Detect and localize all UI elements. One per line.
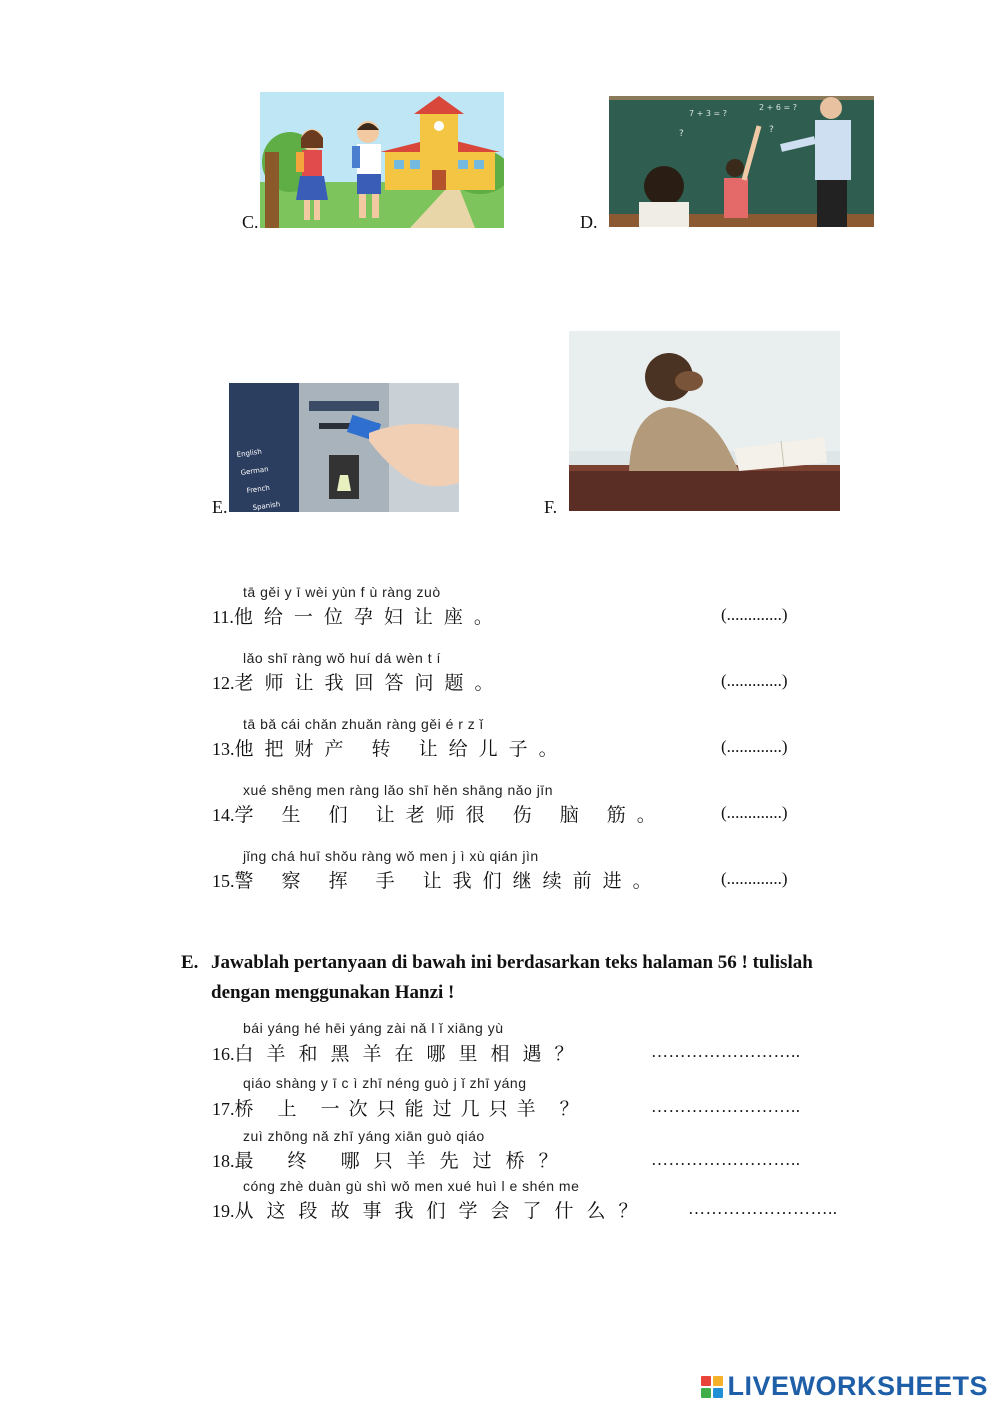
section-letter: E. — [181, 952, 199, 973]
sentence-line — [212, 668, 505, 695]
liveworksheets-logo — [701, 1371, 988, 1402]
answer-blank[interactable]: …………………….. — [651, 1042, 801, 1061]
classroom-photo — [609, 96, 874, 227]
sentence-line — [212, 602, 504, 629]
pinyin-line: tā gěi y ī wèi yùn f ù ràng zuò — [243, 584, 441, 600]
pinyin-line: qiáo shàng y ī c ì zhī néng guò j ǐ zhī yáng — [243, 1075, 527, 1091]
sentence-line — [212, 734, 569, 761]
pinyin-line: lǎo shī ràng wǒ huí dá wèn t í — [243, 650, 441, 666]
sentence-line — [212, 1196, 651, 1223]
question-number: 12. — [212, 673, 235, 693]
section-instruction-text: Jawablah pertanyaan di bawah ini berdasarkan teks halaman 56 ! tulislah dengan menggunakan Hanzi ! — [211, 952, 813, 1003]
image-label-d: D. — [580, 212, 598, 232]
pinyin-line: tā bǎ cái chǎn zhuǎn ràng gěi é r z ǐ — [243, 716, 484, 732]
hanzi-sentence: 白羊和黑羊在哪里相遇？ — [234, 1043, 587, 1065]
pinyin-line: bái yáng hé hēi yáng zài nǎ l ǐ xiāng yù — [243, 1020, 504, 1036]
question-number: 16. — [212, 1044, 235, 1064]
pinyin-line: xué shēng men ràng lǎo shī hěn shāng nǎo jīn — [243, 782, 553, 798]
office-photo — [569, 331, 840, 511]
sentence-line — [212, 1146, 572, 1173]
atm-screen-text: Spanish — [252, 500, 281, 512]
answer-blank[interactable]: (.............) — [721, 605, 788, 624]
hanzi-sentence: 最 终 哪只羊先过桥？ — [234, 1150, 572, 1172]
sentence-line — [212, 866, 663, 893]
atm-screen-text: German — [240, 465, 270, 477]
section-e-instructions — [181, 948, 871, 1010]
image-label-c: C. — [242, 212, 259, 232]
question-number: 13. — [212, 739, 235, 759]
hanzi-sentence: 他把财产 转 让给儿子。 — [234, 738, 569, 760]
logo-text: LIVEWORKSHEETS — [727, 1371, 988, 1401]
sentence-line — [212, 800, 667, 827]
hanzi-sentence: 警 察 挥 手 让我们继续前进。 — [234, 870, 663, 892]
atm-screen-text: English — [236, 447, 263, 459]
image-stressed-man-at-desk — [569, 331, 840, 511]
question-number: 18. — [212, 1151, 235, 1171]
pinyin-line: jǐng chá huī shǒu ràng wǒ men j ì xù qián jìn — [243, 848, 539, 864]
answer-blank[interactable]: …………………….. — [688, 1199, 838, 1218]
svg-text:2 + 6 = ?: 2 + 6 = ? — [759, 103, 798, 112]
hanzi-sentence: 老师让我回答问题。 — [234, 672, 505, 694]
hanzi-sentence: 桥 上 一次只能过几只羊 ？ — [234, 1098, 588, 1120]
question-number: 15. — [212, 871, 235, 891]
question-number: 17. — [212, 1099, 235, 1119]
svg-text:?: ? — [679, 129, 684, 139]
sentence-line — [212, 1094, 588, 1121]
svg-text:?: ? — [769, 125, 774, 135]
question-number: 11. — [212, 607, 234, 627]
image-atm-card-insert — [229, 383, 459, 512]
hanzi-sentence: 从这段故事我们学会了什么？ — [234, 1200, 651, 1222]
atm-screen-text: French — [246, 483, 271, 495]
hanzi-sentence: 学 生 们 让老师很 伤 脑 筋。 — [234, 804, 667, 826]
question-number: 14. — [212, 805, 235, 825]
question-number: 19. — [212, 1201, 235, 1221]
answer-blank[interactable]: (.............) — [721, 803, 788, 822]
image-teacher-at-blackboard — [609, 96, 874, 227]
answer-blank[interactable]: …………………….. — [651, 1150, 801, 1169]
image-label-e: E. — [212, 497, 228, 517]
answer-blank[interactable]: …………………….. — [651, 1097, 801, 1116]
answer-blank[interactable]: (.............) — [721, 671, 788, 690]
atm-photo — [229, 383, 459, 512]
school-illustration — [260, 92, 504, 228]
image-children-walking-to-school — [260, 92, 504, 228]
svg-text:7 + 3 = ?: 7 + 3 = ? — [689, 109, 728, 118]
hanzi-sentence: 他给一位孕妇让座。 — [233, 606, 504, 628]
pinyin-line: zuì zhōng nǎ zhī yáng xiān guò qiáo — [243, 1128, 485, 1144]
sentence-line — [212, 1039, 587, 1066]
pinyin-line: cóng zhè duàn gù shì wǒ men xué huì l e shén me — [243, 1178, 580, 1194]
answer-blank[interactable]: (.............) — [721, 869, 788, 888]
logo-mark-icon — [701, 1376, 723, 1398]
answer-blank[interactable]: (.............) — [721, 737, 788, 756]
image-label-f: F. — [544, 497, 558, 517]
